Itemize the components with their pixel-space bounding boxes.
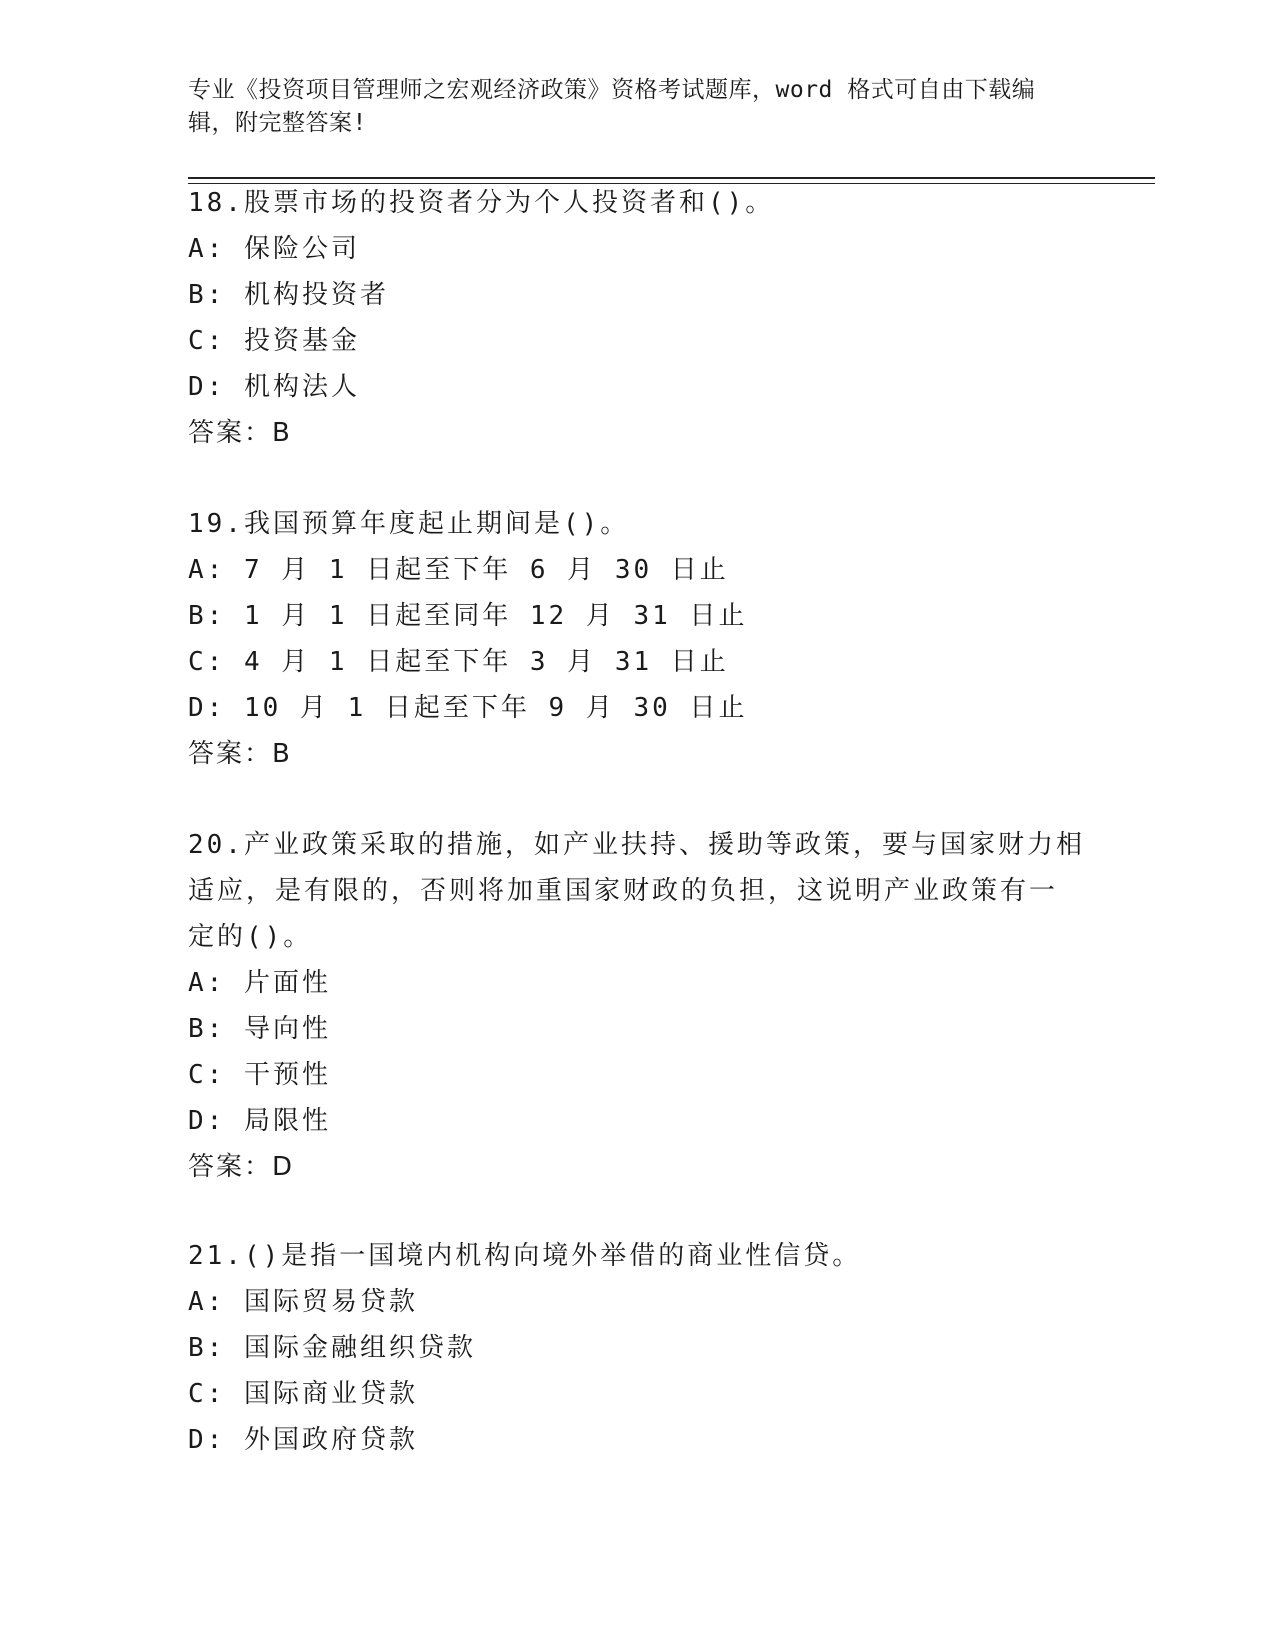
question-stem-line-3: 定的()。 bbox=[188, 922, 313, 952]
option-d: D: 外国政府贷款 bbox=[188, 1425, 418, 1455]
question-21 bbox=[188, 1233, 1088, 1463]
answer-label: 答案：B bbox=[188, 418, 292, 448]
answer-label: 答案：B bbox=[188, 739, 292, 769]
option-b: B: 机构投资者 bbox=[188, 280, 389, 310]
question-stem: 21.()是指一国境内机构向境外举借的商业性信贷。 bbox=[188, 1241, 862, 1271]
option-c: C: 4 月 1 日起至下年 3 月 31 日止 bbox=[188, 647, 729, 677]
option-a: A: 7 月 1 日起至下年 6 月 30 日止 bbox=[188, 555, 729, 585]
option-d: D: 机构法人 bbox=[188, 372, 360, 402]
header-line-2: 辑，附完整答案! bbox=[188, 110, 367, 136]
option-c: C: 干预性 bbox=[188, 1060, 331, 1090]
option-a: A: 片面性 bbox=[188, 968, 331, 998]
answer-label: 答案：D bbox=[188, 1152, 295, 1182]
option-b: B: 导向性 bbox=[188, 1014, 331, 1044]
question-stem-line-1: 20.产业政策采取的措施，如产业扶持、援助等政策，要与国家财力相 bbox=[188, 830, 1085, 860]
option-c: C: 投资基金 bbox=[188, 326, 360, 356]
header-line-1: 专业《投资项目管理师之宏观经济政策》资格考试题库，word 格式可自由下载编 bbox=[188, 77, 1036, 103]
question-stem: 19.我国预算年度起止期间是()。 bbox=[188, 509, 630, 539]
question-18 bbox=[188, 180, 1088, 456]
question-stem-line-2: 适应，是有限的，否则将加重国家财政的负担，这说明产业政策有一 bbox=[188, 876, 1059, 906]
option-d: D: 局限性 bbox=[188, 1106, 331, 1136]
option-b: B: 国际金融组织贷款 bbox=[188, 1333, 476, 1363]
option-d: D: 10 月 1 日起至下年 9 月 30 日止 bbox=[188, 693, 748, 723]
question-19 bbox=[188, 501, 1088, 777]
question-20 bbox=[188, 822, 1088, 1190]
header-divider-thick bbox=[188, 177, 1155, 179]
document-header bbox=[188, 74, 1088, 140]
option-b: B: 1 月 1 日起至同年 12 月 31 日止 bbox=[188, 601, 748, 631]
question-stem: 18.股票市场的投资者分为个人投资者和()。 bbox=[188, 188, 775, 218]
option-a: A: 国际贸易贷款 bbox=[188, 1287, 418, 1317]
option-c: C: 国际商业贷款 bbox=[188, 1379, 418, 1409]
option-a: A: 保险公司 bbox=[188, 234, 360, 264]
